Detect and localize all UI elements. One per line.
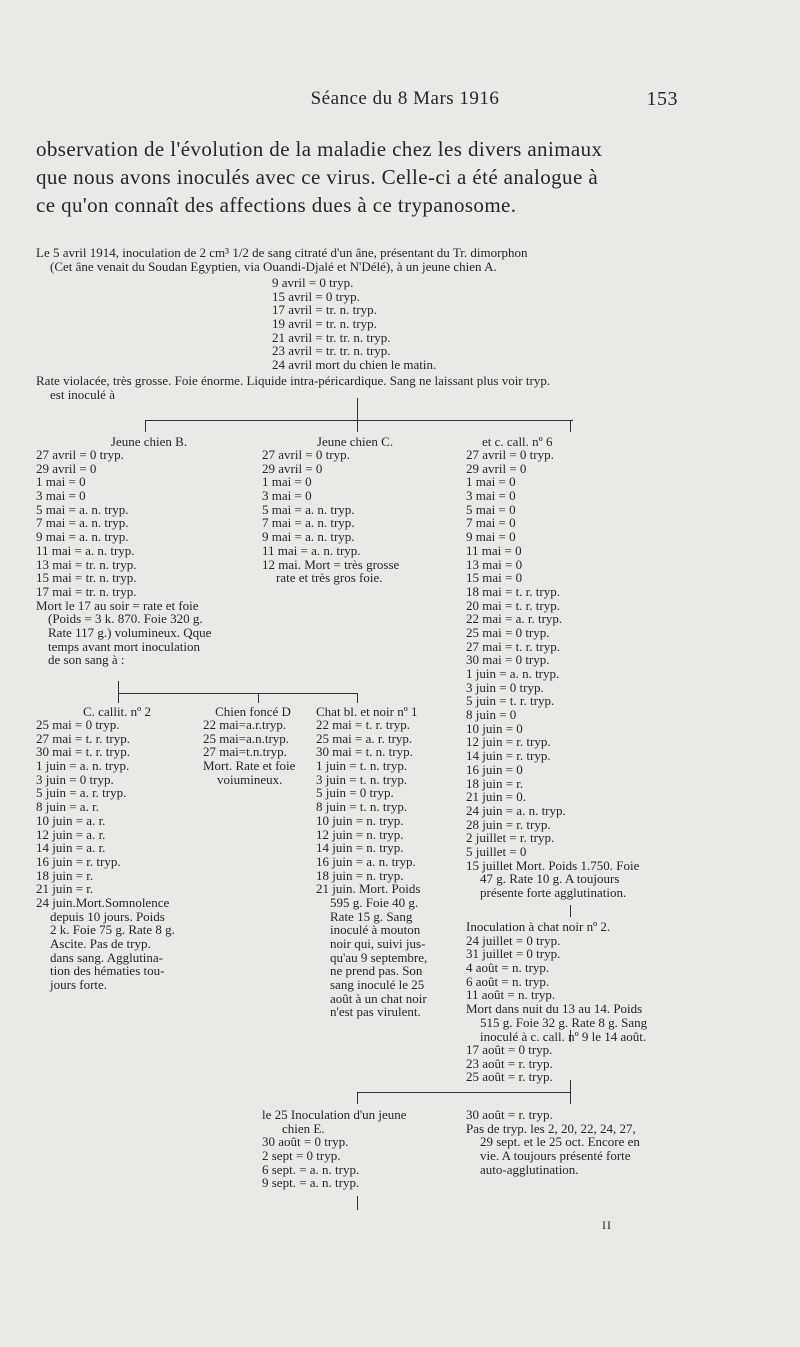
log-line: 14 juin = a. r. — [36, 840, 106, 856]
log-line: ne prend pas. Son — [330, 963, 423, 979]
log-line: 3 mai = 0 — [262, 488, 312, 504]
log-line: n'est pas virulent. — [330, 1004, 421, 1020]
log-line: 27 avril = 0 tryp. — [36, 447, 124, 462]
log-line: 11 août = n. tryp. — [466, 987, 556, 1003]
running-header — [0, 88, 800, 110]
log-line: 25 août = r. tryp. — [466, 1069, 553, 1085]
log-line: 12 juin = n. tryp. — [316, 826, 404, 842]
log-line: Mort dans nuit du 13 au 14. Poids — [466, 1001, 643, 1017]
col-chat-bl-title: Chat bl. et noir nº 1 — [316, 704, 418, 719]
log-line: 12 mai. Mort = très grosse — [262, 556, 400, 572]
branch-line — [357, 1092, 570, 1093]
log-line: Rate 117 g.) volumineux. Qque — [48, 624, 212, 640]
log-line: 16 juin = a. n. tryp. — [316, 853, 416, 869]
log-line: 6 sept. = a. n. tryp. — [262, 1161, 360, 1177]
col-call2-title: C. callit. nº 2 — [83, 704, 151, 719]
log-line: 1 mai = 0 — [466, 474, 516, 490]
connector-line — [570, 1080, 571, 1092]
log-line: sang inoculé le 25 — [330, 977, 425, 993]
log-line: inoculé à mouton — [330, 922, 421, 938]
col-chien-fonce — [203, 718, 295, 786]
connector-line — [570, 905, 571, 917]
log-line: 13 mai = tr. n. tryp. — [36, 556, 137, 572]
log-line: 595 g. Foie 40 g. — [330, 894, 419, 910]
log-line: 7 mai = 0 — [466, 515, 516, 531]
final-right-log — [466, 1108, 640, 1176]
log-line: 8 juin = t. n. tryp. — [316, 799, 408, 815]
log-line: 29 avril = 0 — [262, 460, 323, 476]
log-line: 1 mai = 0 — [262, 474, 312, 490]
branch-line — [118, 693, 358, 694]
log-line: 16 juin = r. tryp. — [36, 853, 121, 869]
log-line: 17 avril = tr. n. tryp. — [272, 302, 377, 318]
log-line: 30 mai = t. n. tryp. — [316, 744, 413, 760]
log-line: dans sang. Agglutina- — [50, 949, 164, 965]
col-call6-title: et c. call. nº 6 — [482, 434, 553, 449]
log-line: le 25 Inoculation d'un jeune — [262, 1107, 407, 1122]
connector-line — [570, 420, 571, 432]
log-line: 17 mai = tr. n. tryp. — [36, 583, 137, 599]
autopsy-line: Rate violacée, très grosse. Foie énorme. Liquide intra-péricardique. Sang ne laissant plus voir tryp. — [36, 373, 551, 388]
log-line: 22 mai = t. r. tryp. — [316, 717, 410, 732]
log-line: 10 juin = a. r. — [36, 812, 106, 828]
connector-line — [357, 1092, 358, 1104]
log-line: Inoculation à chat noir nº 2. — [466, 919, 611, 934]
log-line: 10 juin = 0 — [466, 720, 523, 736]
intro-paragraph — [36, 135, 681, 219]
log-line: 30 mai = t. r. tryp. — [36, 744, 130, 760]
log-line: 28 juin = r. tryp. — [466, 816, 551, 832]
log-line: 9 mai = a. n. tryp. — [262, 529, 355, 545]
log-line: 18 mai = t. r. tryp. — [466, 583, 560, 599]
experiment-intro-line: (Cet âne venait du Soudan Egyptien, via Ouandi-Djalé et N'Délé), à un jeune chien A. — [50, 258, 497, 274]
log-line: 27 mai = t. r. tryp. — [36, 730, 130, 746]
log-line: 7 mai = a. n. tryp. — [36, 515, 129, 531]
log-line: 1 juin = a. n. tryp. — [466, 666, 560, 681]
log-line: 15 mai = tr. n. tryp. — [36, 570, 137, 586]
log-line: jours forte. — [50, 977, 108, 993]
log-line: 30 août = 0 tryp. — [262, 1134, 349, 1150]
chat-noir-2 — [466, 920, 647, 1043]
log-line: 1 juin = t. n. tryp. — [316, 758, 408, 774]
connector-line — [357, 398, 358, 420]
log-line: qu'au 9 septembre, — [330, 949, 428, 965]
log-line: 23 août = r. tryp. — [466, 1055, 553, 1071]
log-line: 11 mai = 0 — [466, 542, 522, 558]
log-line: 22 mai=a.r.tryp. — [203, 717, 287, 732]
log-line: 9 mai = 0 — [466, 529, 516, 545]
dog-a-log — [272, 276, 436, 372]
col-call2 — [36, 718, 175, 992]
col-chat-bl — [316, 718, 427, 1019]
log-line: août à un chat noir — [330, 990, 427, 1006]
signature-mark: II — [602, 1218, 612, 1232]
log-line: 27 avril = 0 tryp. — [262, 447, 350, 462]
log-line: 17 août = 0 tryp. — [466, 1042, 553, 1057]
autopsy-line: est inoculé à — [50, 386, 115, 402]
log-line: 12 juin = r. tryp. — [466, 734, 551, 750]
log-line: 14 juin = n. tryp. — [316, 840, 404, 856]
connector-line — [118, 693, 119, 703]
chien-e-log — [262, 1108, 407, 1190]
log-line: 1 juin = a. n. tryp. — [36, 758, 130, 774]
log-line: 9 sept. = a. n. tryp. — [262, 1175, 360, 1191]
running-title: Séance du 8 Mars 1916 — [310, 88, 500, 109]
log-line: voiumineux. — [217, 771, 283, 787]
log-line: 12 juin = a. r. — [36, 826, 106, 842]
log-line: Mort. Rate et foie — [203, 758, 296, 774]
intro-line: observation de l'évolution de la maladie chez les divers animaux — [36, 137, 603, 161]
col-chien-b-title: Jeune chien B. — [110, 434, 188, 449]
log-line: 3 mai = 0 — [466, 488, 516, 504]
log-line: 20 mai = t. r. tryp. — [466, 597, 560, 613]
connector-line — [570, 1092, 571, 1104]
log-line: 15 juillet Mort. Poids 1.750. Foie — [466, 857, 640, 873]
log-line: 27 mai=t.n.tryp. — [203, 744, 287, 760]
log-line: 7 mai = a. n. tryp. — [262, 515, 355, 531]
col-chien-c-title: Jeune chien C. — [316, 434, 394, 449]
log-line: 2 sept = 0 tryp. — [262, 1148, 341, 1164]
col-chien-c — [262, 448, 399, 585]
log-line: temps avant mort inoculation — [48, 638, 200, 654]
log-line: 29 avril = 0 — [36, 460, 97, 476]
col-call6 — [466, 448, 639, 900]
experiment-intro — [36, 246, 527, 273]
connector-line — [570, 1030, 571, 1042]
log-line: 2 k. Foie 75 g. Rate 8 g. — [50, 922, 175, 938]
intro-line: que nous avons inoculés avec ce virus. Celle-ci a été analogue à — [36, 165, 599, 189]
connector-line — [118, 681, 119, 693]
log-line: 14 juin = r. tryp. — [466, 748, 551, 764]
log-line: 5 mai = a. n. tryp. — [36, 501, 129, 517]
log-line: 5 mai = a. n. tryp. — [262, 501, 355, 517]
log-line: 29 sept. et le 25 oct. Encore en — [480, 1134, 640, 1150]
log-line: 29 avril = 0 — [466, 460, 527, 476]
log-line: 4 août = n. tryp. — [466, 960, 550, 976]
log-line: 16 juin = 0 — [466, 761, 523, 777]
log-line: 25 mai = a. r. tryp. — [316, 730, 413, 746]
col-chien-fonce-title: Chien foncé D — [215, 704, 291, 719]
log-line: inoculé à c. call. nº 9 le 14 août. — [480, 1028, 647, 1044]
log-line: présente forte agglutination. — [480, 885, 627, 900]
log-line: 15 avril = 0 tryp. — [272, 288, 360, 304]
connector-line — [357, 1196, 358, 1210]
log-line: 24 juin.Mort.Somnolence — [36, 894, 170, 910]
log-line: Ascite. Pas de tryp. — [50, 936, 151, 951]
log-line: noir qui, suivi jus- — [330, 936, 426, 951]
log-line: 5 juillet = 0 — [466, 843, 527, 859]
connector-line — [357, 693, 358, 703]
log-line: 31 juillet = 0 tryp. — [466, 946, 561, 962]
log-line: 5 juin = t. r. tryp. — [466, 693, 555, 709]
col-chien-b — [36, 448, 211, 667]
log-line: de son sang à : — [48, 652, 125, 668]
log-line: 6 août = n. tryp. — [466, 973, 550, 989]
log-line: Rate 15 g. Sang — [330, 908, 413, 924]
log-line: vie. A toujours présenté forte — [480, 1148, 631, 1164]
intro-line: ce qu'on connaît des affections dues à ce trypanosome. — [36, 193, 517, 217]
log-line: 5 mai = 0 — [466, 501, 516, 517]
experiment-intro-line: Le 5 avril 1914, inoculation de 2 cm³ 1/2 de sang citraté d'un âne, présentant du Tr. dimorphon — [36, 245, 528, 260]
log-line: 19 avril = tr. n. tryp. — [272, 316, 377, 332]
connector-line — [145, 420, 146, 432]
log-line: 30 mai = 0 tryp. — [466, 652, 550, 668]
log-line: Pas de tryp. les 2, 20, 22, 24, 27, — [466, 1120, 636, 1136]
log-line: 18 juin = r. — [466, 775, 524, 791]
autopsy-note — [36, 374, 550, 401]
page-number: 153 — [646, 88, 678, 110]
log-line: 27 avril = 0 tryp. — [466, 447, 554, 462]
log-line: 11 mai = a. n. tryp. — [36, 542, 135, 558]
log-line: 27 mai = t. r. tryp. — [466, 638, 560, 654]
log-line: 24 avril mort du chien le matin. — [272, 357, 437, 373]
connector-line — [357, 420, 358, 432]
log-line: 10 juin = n. tryp. — [316, 812, 404, 828]
log-line: 21 juin = r. — [36, 881, 94, 897]
log-line: 21 avril = tr. tr. n. tryp. — [272, 329, 391, 345]
log-line: 18 juin = n. tryp. — [316, 867, 404, 883]
log-line: 2 juillet = r. tryp. — [466, 830, 555, 846]
log-line: 9 avril = 0 tryp. — [272, 275, 354, 290]
connector-line — [258, 693, 259, 703]
log-line: 25 mai=a.n.tryp. — [203, 730, 290, 746]
log-line: 21 juin. Mort. Poids — [316, 881, 421, 897]
log-line: 25 mai = 0 tryp. — [36, 717, 120, 732]
log-line: 3 mai = 0 — [36, 488, 86, 504]
log-line: 24 juin = a. n. tryp. — [466, 802, 566, 818]
log-line: 3 juin = t. n. tryp. — [316, 771, 408, 787]
log-line: 47 g. Rate 10 g. A toujours — [480, 871, 620, 887]
log-line: 13 mai = 0 — [466, 556, 523, 572]
log-line: 25 mai = 0 tryp. — [466, 624, 550, 640]
log-line: 22 mai = a. r. tryp. — [466, 611, 563, 627]
log-line: 15 mai = 0 — [466, 570, 523, 586]
log-line: 3 juin = 0 tryp. — [466, 679, 544, 695]
log-line: 9 mai = a. n. tryp. — [36, 529, 129, 545]
log-line: 5 juin = a. r. tryp. — [36, 785, 127, 801]
log-line: 30 août = r. tryp. — [466, 1107, 553, 1122]
log-line: (Poids = 3 k. 870. Foie 320 g. — [48, 611, 203, 627]
branch-line — [145, 420, 573, 421]
log-line: 3 juin = 0 tryp. — [36, 771, 114, 787]
log-line: 8 juin = 0 — [466, 707, 517, 723]
log-line: tion des hématies tou- — [50, 963, 165, 979]
log-line: auto-agglutination. — [480, 1161, 579, 1177]
log-line: 5 juin = 0 tryp. — [316, 785, 394, 801]
log-line: 23 avril = tr. tr. n. tryp. — [272, 343, 391, 359]
log-line: 18 juin = r. — [36, 867, 94, 883]
log-line: 11 mai = a. n. tryp. — [262, 542, 361, 558]
log-line: 8 juin = a. r. — [36, 799, 99, 815]
log-line: Mort le 17 au soir = rate et foie — [36, 597, 199, 613]
log-line: 515 g. Foie 32 g. Rate 8 g. Sang — [480, 1014, 648, 1030]
log-line: chien E. — [282, 1120, 325, 1136]
log-line: 1 mai = 0 — [36, 474, 86, 490]
call9-log — [466, 1043, 553, 1084]
log-line: rate et très gros foie. — [276, 570, 383, 586]
log-line: 24 juillet = 0 tryp. — [466, 932, 561, 948]
log-line: depuis 10 jours. Poids — [50, 908, 165, 924]
log-line: 21 juin = 0. — [466, 789, 527, 805]
